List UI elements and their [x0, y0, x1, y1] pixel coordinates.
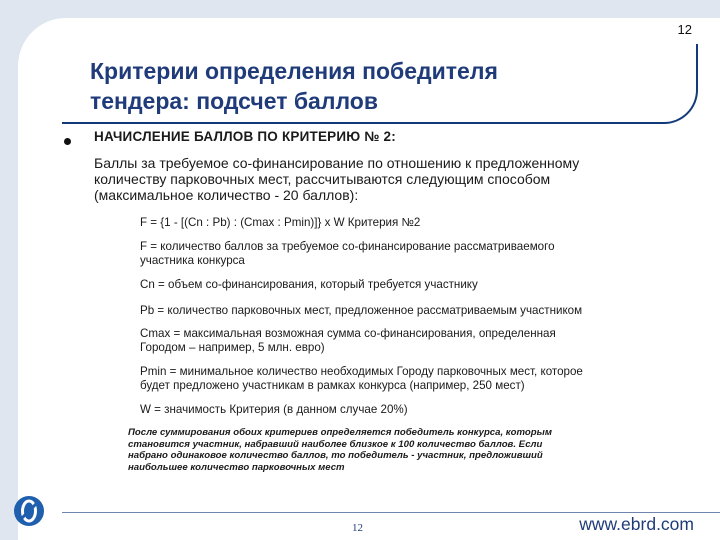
formula-line: F = {1 - [(Cn : Pb) : (Cmax : Pmin)]} x W Критерия №2 [140, 216, 421, 229]
summary-note: После суммирования обоих критериев определяется победитель конкурса, которым становится участник, набравший наиболее близкое к 100 количество баллов. Если набрано одинаковое количество баллов, то победитель - участник, предложивший наибольшее количество парковочных мест [128, 427, 552, 473]
bullet-dot-icon [64, 138, 71, 145]
intro-paragraph: Баллы за требуемое со-финансирование по отношению к предложенному количеству парковочных мест, рассчитываются следующим способом (максимальное количество - 20 баллов): [94, 155, 580, 203]
bullet-heading: НАЧИСЛЕНИЕ БАЛЛОВ ПО КРИТЕРИЮ № 2: [94, 129, 396, 144]
definition-pmin: Pmin = минимальное количество необходимых Городу парковочных мест, которое будет предложено участникам в рамках конкурса (например, 250 мест) [140, 365, 583, 392]
slide-title: Критерии определения победителя тендера: подсчет баллов [90, 58, 498, 114]
definition-cn: Cn = объем со-финансирования, который требуется участнику [140, 278, 478, 291]
ebrd-logo-icon [12, 494, 46, 528]
footer-url[interactable]: www.ebrd.com [579, 514, 694, 534]
page-number-top: 12 [677, 22, 692, 37]
definition-w: W = значимость Критерия (в данном случае 20%) [140, 403, 408, 416]
footer-divider [62, 512, 720, 513]
definition-pb: Pb = количество парковочных мест, предложенное рассматриваемым участником [140, 304, 583, 317]
footer-page-number: 12 [352, 522, 363, 534]
definition-cmax: Cmax = максимальная возможная сумма со-финансирования, определенная Городом – например, 5 млн. евро) [140, 327, 556, 354]
definition-f: F = количество баллов за требуемое со-финансирование рассматриваемого участника конкурса [140, 240, 555, 267]
